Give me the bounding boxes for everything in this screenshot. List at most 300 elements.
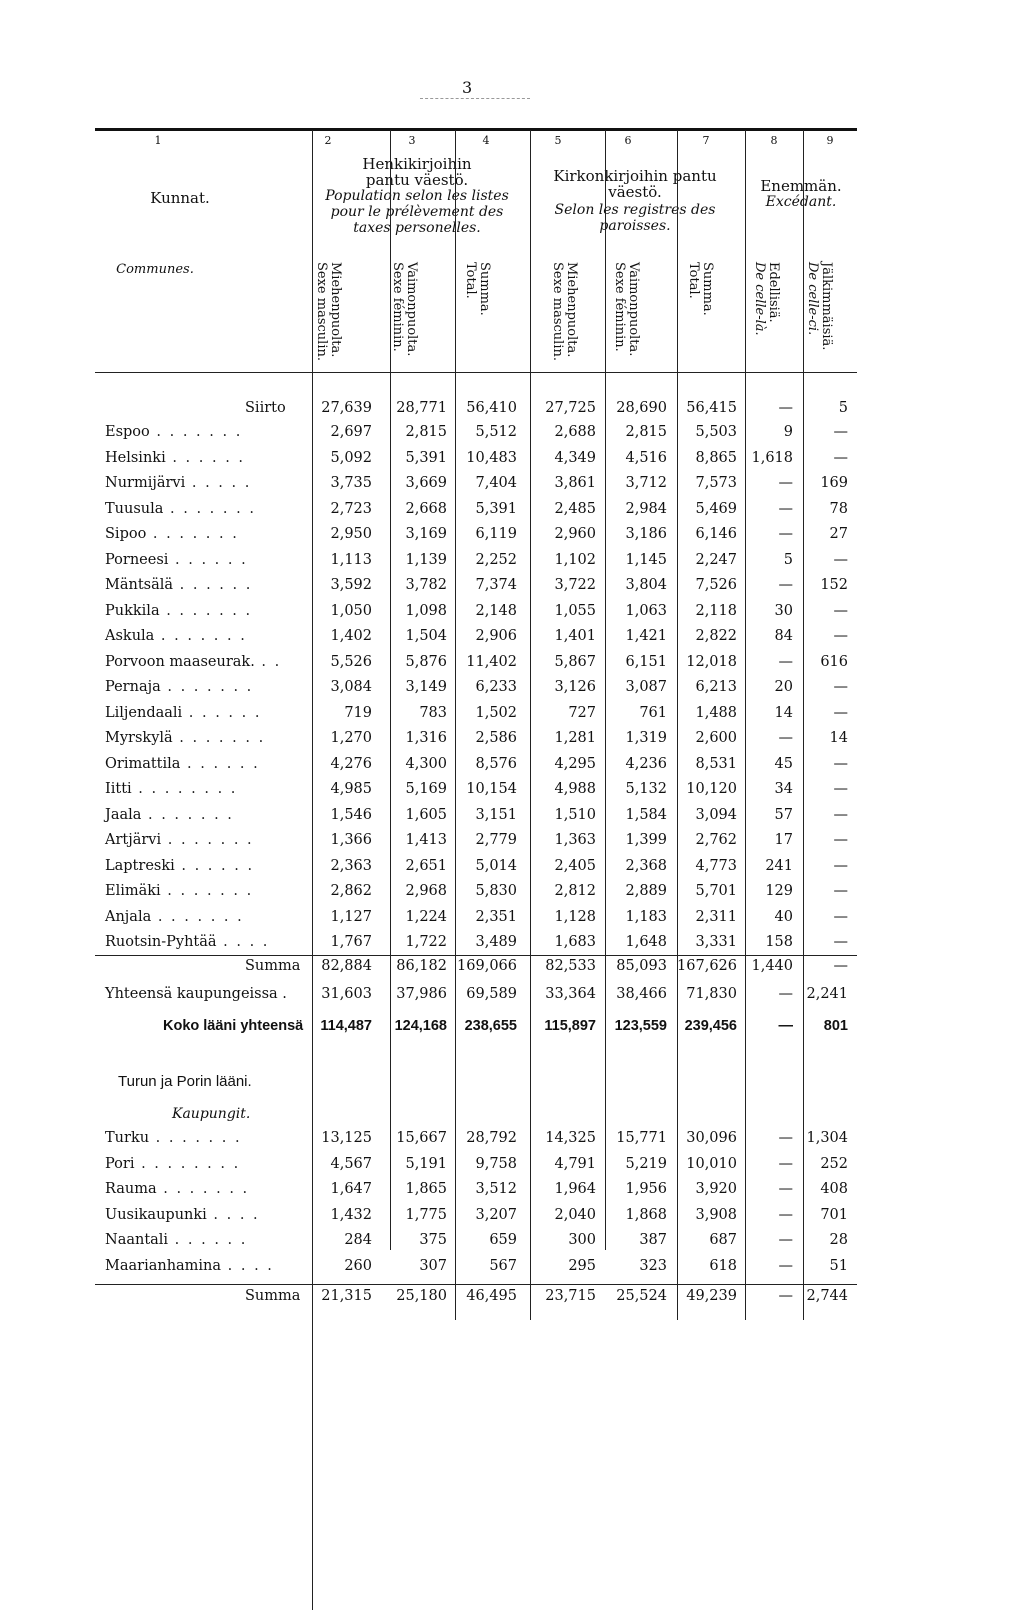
subheader-male-1-fr: Sexe masculin. <box>314 262 329 361</box>
cell-c5: 2,405 <box>554 857 596 874</box>
cell-c6: 85,093 <box>616 958 667 974</box>
cell-c7: 3,908 <box>695 1206 737 1223</box>
column-number: 7 <box>702 134 710 147</box>
subheader-male-2-fr: Sexe masculin. <box>550 262 565 361</box>
row-name: Pori <box>105 1155 135 1172</box>
table-top-rule <box>95 128 857 131</box>
cell-c6: 2,984 <box>625 500 667 517</box>
row-label <box>105 603 252 619</box>
cell-c3: 5,876 <box>405 653 447 670</box>
cell-c4: 7,404 <box>475 475 517 491</box>
table-row <box>95 909 857 935</box>
cell-c8: — <box>778 526 793 542</box>
cell-c5: 1,055 <box>554 602 596 619</box>
cell-c6: 1,183 <box>625 908 667 925</box>
subheader-excess-1-fi: Edellisiä. <box>766 262 781 323</box>
cell-c7: 6,213 <box>695 679 737 695</box>
cell-c5: 1,683 <box>554 934 596 950</box>
cell-c6: 3,804 <box>625 577 667 593</box>
cell-c6: 761 <box>639 704 667 721</box>
cell-c9: 701 <box>820 1206 848 1223</box>
cell-c6: 1,584 <box>625 806 667 823</box>
leader-dots: . . . . . . . <box>159 602 253 619</box>
row-label: Siirto <box>245 400 286 416</box>
cell-c2: 2,697 <box>330 424 372 440</box>
row-label <box>105 858 254 874</box>
table-row <box>95 705 857 731</box>
row-label <box>105 1232 247 1248</box>
subheader-female-1-fr: Sexe féminin. <box>390 262 405 352</box>
cell-c8: — <box>778 1257 793 1274</box>
row-name: Artjärvi <box>105 832 162 848</box>
cell-c7: 2,118 <box>695 602 737 619</box>
row-name: Pernaja <box>105 679 161 695</box>
cell-c4: 169,066 <box>457 958 517 974</box>
cell-c9: — <box>833 679 848 695</box>
cell-c6: 1,399 <box>625 832 667 848</box>
cell-c7: 10,120 <box>686 781 737 797</box>
cell-c9: 14 <box>829 730 848 746</box>
cell-c8: — <box>778 1155 793 1172</box>
row-name: Porvoon maaseurak. <box>105 653 255 670</box>
row-label: Koko lääni yhteensä <box>163 1018 304 1034</box>
row-label <box>105 552 248 568</box>
cell-c5: 27,725 <box>545 400 596 416</box>
row-name: Mäntsälä <box>105 577 174 593</box>
subheader-female-1 <box>390 262 419 372</box>
row-label: Summa <box>245 958 301 974</box>
table-row <box>95 807 857 833</box>
cell-c9: 801 <box>823 1018 848 1034</box>
table-row <box>95 781 857 807</box>
cell-c4: 2,906 <box>475 628 517 644</box>
cell-c3: 1,316 <box>405 730 447 746</box>
cell-c4: 5,014 <box>475 857 517 874</box>
cell-c6: 1,145 <box>625 551 667 568</box>
cell-c8: 30 <box>774 602 793 619</box>
cell-c2: 2,950 <box>330 526 372 542</box>
cell-c2: 13,125 <box>321 1130 372 1146</box>
cell-c4: 28,792 <box>466 1130 517 1146</box>
cell-c2: 1,647 <box>330 1181 372 1197</box>
leader-dots: . . . . . . . <box>172 730 266 746</box>
cell-c6: 2,368 <box>625 857 667 874</box>
horizontal-rule <box>95 955 857 956</box>
cell-c5: 3,861 <box>554 475 596 491</box>
subheader-sum-2 <box>686 262 715 372</box>
cell-c7: 2,822 <box>695 628 737 644</box>
cell-c5: 4,988 <box>554 781 596 797</box>
cell-c9: — <box>833 628 848 644</box>
cell-c2: 5,092 <box>330 449 372 466</box>
header-group-2 <box>530 168 740 234</box>
cell-c4: 3,151 <box>475 806 517 823</box>
cell-c3: 307 <box>419 1257 447 1274</box>
cell-c3: 1,139 <box>405 551 447 568</box>
row-name: Laptreski <box>105 857 175 874</box>
cell-c8: — <box>778 653 793 670</box>
row-name: Espoo <box>105 424 150 440</box>
province-total-row <box>95 1018 857 1044</box>
leader-dots: . . . . . . . <box>141 806 234 823</box>
cell-c9: 5 <box>838 400 848 416</box>
cell-c2: 1,432 <box>330 1206 372 1223</box>
row-name: Liljendaali <box>105 704 183 721</box>
leader-dots: . . . . . . . <box>160 883 254 899</box>
cell-c7: 56,415 <box>686 400 737 416</box>
cell-c8: 20 <box>774 679 793 695</box>
cell-c4: 56,410 <box>466 400 517 416</box>
cell-c4: 2,779 <box>475 832 517 848</box>
cell-c5: 4,791 <box>554 1155 596 1172</box>
cell-c4: 5,830 <box>475 883 517 899</box>
cell-c8: — <box>778 1181 793 1197</box>
row-label <box>105 909 244 925</box>
cell-c9: — <box>833 781 848 797</box>
leader-dots: . . . . . . <box>165 449 246 466</box>
subheader-sum-2-fi: Summa. <box>700 262 715 316</box>
cell-c7: 6,146 <box>695 526 737 542</box>
cell-c9: 408 <box>820 1181 848 1197</box>
cell-c7: 2,600 <box>695 730 737 746</box>
table-row <box>95 756 857 782</box>
cell-c9: 1,304 <box>806 1130 848 1146</box>
cell-c5: 1,401 <box>554 628 596 644</box>
table-row <box>95 1207 857 1233</box>
row-label: Summa <box>245 1288 301 1304</box>
cell-c4: 10,483 <box>466 449 517 466</box>
cell-c5: 14,325 <box>545 1130 596 1146</box>
cell-c2: 1,366 <box>330 832 372 848</box>
cell-c4: 238,655 <box>464 1018 517 1034</box>
cell-c3: 375 <box>419 1232 447 1248</box>
cell-c7: 2,762 <box>695 832 737 848</box>
cell-c5: 1,363 <box>554 832 596 848</box>
cell-c3: 2,668 <box>405 500 447 517</box>
cell-c8: — <box>778 577 793 593</box>
column-number: 1 <box>154 134 162 147</box>
cell-c9: — <box>833 602 848 619</box>
cell-c8: 84 <box>774 628 793 644</box>
cell-c3: 3,149 <box>405 679 447 695</box>
cell-c9: — <box>833 934 848 950</box>
cell-c3: 3,782 <box>405 577 447 593</box>
table-row <box>95 552 857 578</box>
cell-c3: 25,180 <box>396 1288 447 1304</box>
row-name: Pukkila <box>105 602 160 619</box>
header-group-3 <box>745 178 857 210</box>
cell-c9: 252 <box>820 1155 848 1172</box>
cell-c3: 2,651 <box>405 857 447 874</box>
table-row <box>95 730 857 756</box>
table-row <box>95 883 857 909</box>
cell-c5: 295 <box>568 1257 596 1274</box>
subheader-sum-1-fr: Total. <box>463 262 478 299</box>
row-name: Porneesi <box>105 551 169 568</box>
cell-c5: 1,128 <box>554 908 596 925</box>
subheader-male-2 <box>550 262 579 372</box>
row-name: Elimäki <box>105 883 161 899</box>
cell-c9: — <box>833 449 848 466</box>
row-label <box>105 1156 240 1172</box>
table-row <box>95 450 857 476</box>
subheader-female-2-fi: Vaimonpuolta. <box>626 262 641 357</box>
cell-c2: 3,592 <box>330 577 372 593</box>
cell-c2: 1,113 <box>330 551 372 568</box>
column-number: 2 <box>324 134 332 147</box>
cell-c9: — <box>833 958 848 974</box>
cell-c5: 3,126 <box>554 679 596 695</box>
cell-c6: 123,559 <box>614 1018 667 1034</box>
cell-c9: — <box>833 883 848 899</box>
cell-c7: 8,531 <box>695 755 737 772</box>
row-label <box>105 450 245 466</box>
cell-c3: 2,968 <box>405 883 447 899</box>
cell-c4: 5,512 <box>475 424 517 440</box>
cell-c7: 49,239 <box>686 1288 737 1304</box>
cell-c2: 2,363 <box>330 857 372 874</box>
header-kunnat: Kunnat. <box>150 189 210 207</box>
leader-dots: . . . . . . . <box>163 500 256 517</box>
header-group-1-fr-1: Population selon les listes <box>325 188 509 204</box>
cell-c9: — <box>833 551 848 568</box>
cell-c7: 3,920 <box>695 1181 737 1197</box>
header-group-1 <box>312 156 522 236</box>
cell-c2: 21,315 <box>321 1288 372 1304</box>
row-label: Yhteensä kaupungeissa . <box>105 986 287 1002</box>
cell-c3: 3,169 <box>405 526 447 542</box>
table-row <box>95 1156 857 1182</box>
cell-c2: 1,402 <box>330 628 372 644</box>
row-label <box>105 526 239 542</box>
table-row <box>95 1232 857 1258</box>
cell-c6: 2,815 <box>625 424 667 440</box>
cell-c5: 2,812 <box>554 883 596 899</box>
cell-c4: 46,495 <box>466 1288 517 1304</box>
leader-dots: . . . . . . <box>182 704 262 721</box>
cell-c2: 284 <box>344 1232 372 1248</box>
cell-c7: 687 <box>709 1232 737 1248</box>
cell-c3: 1,098 <box>405 602 447 619</box>
cell-c7: 7,526 <box>695 577 737 593</box>
cell-c5: 1,964 <box>554 1181 596 1197</box>
leader-dots: . . . . <box>216 934 270 950</box>
cell-c6: 4,236 <box>625 755 667 772</box>
cell-c8: 57 <box>774 806 793 823</box>
column-number: 4 <box>482 134 490 147</box>
cell-c8: 5 <box>783 551 793 568</box>
row-label <box>105 628 247 644</box>
cell-c8: 14 <box>774 704 793 721</box>
cell-c2: 27,639 <box>321 400 372 416</box>
cell-c5: 2,040 <box>554 1206 596 1223</box>
row-label <box>105 934 269 950</box>
cell-c7: 5,701 <box>695 883 737 899</box>
row-label <box>105 1130 242 1146</box>
row-label <box>105 577 252 593</box>
cell-c5: 2,485 <box>554 500 596 517</box>
cell-c2: 3,735 <box>330 475 372 491</box>
cell-c4: 6,119 <box>475 526 517 542</box>
summa-row <box>95 958 857 984</box>
leader-dots: . . . . . . . . <box>134 1155 241 1172</box>
cell-c8: — <box>778 1206 793 1223</box>
leader-dots: . . . . . . <box>168 1232 248 1248</box>
leader-dots: . . <box>254 653 282 670</box>
cell-c9: 2,241 <box>806 986 848 1002</box>
cell-c8: 1,618 <box>751 449 793 466</box>
cell-c8: — <box>778 1232 793 1248</box>
cell-c8: — <box>778 1018 793 1034</box>
leader-dots: . . . . . . . <box>154 628 247 644</box>
row-label <box>105 424 242 440</box>
cell-c2: 719 <box>344 704 372 721</box>
leader-dots: . . . . . . <box>174 857 255 874</box>
cell-c3: 15,667 <box>396 1130 447 1146</box>
cell-c4: 567 <box>489 1257 517 1274</box>
column-number: 5 <box>554 134 562 147</box>
cell-c2: 2,723 <box>330 500 372 517</box>
cell-c4: 69,589 <box>466 986 517 1002</box>
cell-c8: — <box>778 475 793 491</box>
cell-c3: 5,169 <box>405 781 447 797</box>
table-row <box>95 501 857 527</box>
horizontal-rule <box>95 372 857 373</box>
row-name: Orimattila <box>105 755 181 772</box>
leader-dots: . . . . . <box>185 475 252 491</box>
cell-c7: 30,096 <box>686 1130 737 1146</box>
cell-c3: 1,504 <box>405 628 447 644</box>
cell-c6: 1,421 <box>625 628 667 644</box>
row-name: Ruotsin-Pyhtää <box>105 934 217 950</box>
row-name: Uusikaupunki <box>105 1206 207 1223</box>
cell-c4: 3,207 <box>475 1206 517 1223</box>
cell-c2: 5,526 <box>330 653 372 670</box>
cell-c7: 4,773 <box>695 857 737 874</box>
leader-dots: . . . . . . . <box>149 1130 242 1146</box>
table-row <box>95 603 857 629</box>
cell-c5: 5,867 <box>554 653 596 670</box>
cell-c4: 11,402 <box>466 653 517 670</box>
cell-c8: 17 <box>774 832 793 848</box>
leader-dots: . . . . . . <box>168 551 248 568</box>
cell-c7: 1,488 <box>695 704 737 721</box>
cell-c6: 2,889 <box>625 883 667 899</box>
cell-c3: 124,168 <box>394 1018 447 1034</box>
cell-c7: 3,094 <box>695 806 737 823</box>
cell-c5: 4,295 <box>554 755 596 772</box>
cell-c2: 4,276 <box>330 755 372 772</box>
cell-c6: 323 <box>639 1257 667 1274</box>
cell-c7: 7,573 <box>695 475 737 491</box>
cell-c8: 45 <box>774 755 793 772</box>
cell-c4: 659 <box>489 1232 517 1248</box>
cell-c9: 152 <box>820 577 848 593</box>
subheader-excess-1-fr: De celle-là. <box>752 262 767 336</box>
cell-c7: 10,010 <box>686 1155 737 1172</box>
cell-c5: 300 <box>568 1232 596 1248</box>
cell-c8: — <box>778 500 793 517</box>
cell-c7: 239,456 <box>684 1018 737 1034</box>
cell-c2: 260 <box>344 1257 372 1274</box>
cell-c2: 1,546 <box>330 806 372 823</box>
column-number: 8 <box>770 134 778 147</box>
cell-c8: 158 <box>765 934 793 950</box>
cell-c4: 10,154 <box>466 781 517 797</box>
cell-c6: 38,466 <box>616 986 667 1002</box>
subheader-excess-2 <box>805 262 834 372</box>
cell-c5: 115,897 <box>544 1018 596 1034</box>
cell-c3: 5,391 <box>405 449 447 466</box>
row-name: Myrskylä <box>105 730 173 746</box>
cell-c3: 1,775 <box>405 1206 447 1223</box>
cell-c6: 5,132 <box>625 781 667 797</box>
cell-c8: 40 <box>774 908 793 925</box>
cell-c5: 82,533 <box>545 958 596 974</box>
cell-c6: 3,087 <box>625 679 667 695</box>
cell-c4: 8,576 <box>475 755 517 772</box>
leader-dots: . . . . . . . <box>156 1181 250 1197</box>
row-label <box>105 1258 274 1274</box>
table-row <box>95 475 857 501</box>
section-subtitle: Kaupungit. <box>172 1106 251 1122</box>
cell-c9: 169 <box>820 475 848 491</box>
row-name: Naantali <box>105 1232 169 1248</box>
row-name: Turku <box>105 1130 150 1146</box>
cell-c3: 3,669 <box>405 475 447 491</box>
cell-c2: 1,270 <box>330 730 372 746</box>
subheader-excess-1 <box>752 262 781 372</box>
cell-c6: 1,063 <box>625 602 667 619</box>
subheader-excess-2-fi: Jälkimmäisiä. <box>819 262 834 351</box>
cities-total-row <box>95 986 857 1012</box>
leader-dots: . . . . . . . <box>160 679 254 695</box>
subheader-sum-2-fr: Total. <box>686 262 701 299</box>
column-number: 9 <box>826 134 834 147</box>
header-group-2-fi: Kirkonkirjoihin pantu väestö. <box>553 167 717 201</box>
subheader-sum-1-fi: Summa. <box>477 262 492 316</box>
subheader-male-2-fi: Miehenpuolta. <box>564 262 579 358</box>
row-label <box>105 679 253 695</box>
subheader-female-2-fr: Sexe féminin. <box>612 262 627 352</box>
cell-c9: 616 <box>820 653 848 670</box>
cell-c4: 5,391 <box>475 500 517 517</box>
table-row <box>95 1130 857 1156</box>
cell-c3: 1,722 <box>405 934 447 950</box>
column-number: 6 <box>624 134 632 147</box>
cell-c8: — <box>778 1288 793 1304</box>
row-name: Jaala <box>105 806 142 823</box>
row-label <box>105 1207 260 1223</box>
row-label <box>105 475 251 491</box>
cell-c6: 1,956 <box>625 1181 667 1197</box>
table-row <box>95 1258 857 1284</box>
cell-c4: 9,758 <box>475 1155 517 1172</box>
cell-c6: 5,219 <box>625 1155 667 1172</box>
cell-c4: 2,351 <box>475 908 517 925</box>
cell-c5: 1,510 <box>554 806 596 823</box>
row-label <box>105 832 254 848</box>
leader-dots: . . . . . . . <box>151 908 244 925</box>
cell-c6: 6,151 <box>625 653 667 670</box>
cell-c3: 1,413 <box>405 832 447 848</box>
table-row <box>95 424 857 450</box>
row-label <box>105 705 261 721</box>
row-name: Nurmijärvi <box>105 475 186 491</box>
cell-c2: 82,884 <box>321 958 372 974</box>
cell-c7: 2,311 <box>695 908 737 925</box>
cell-c6: 1,319 <box>625 730 667 746</box>
